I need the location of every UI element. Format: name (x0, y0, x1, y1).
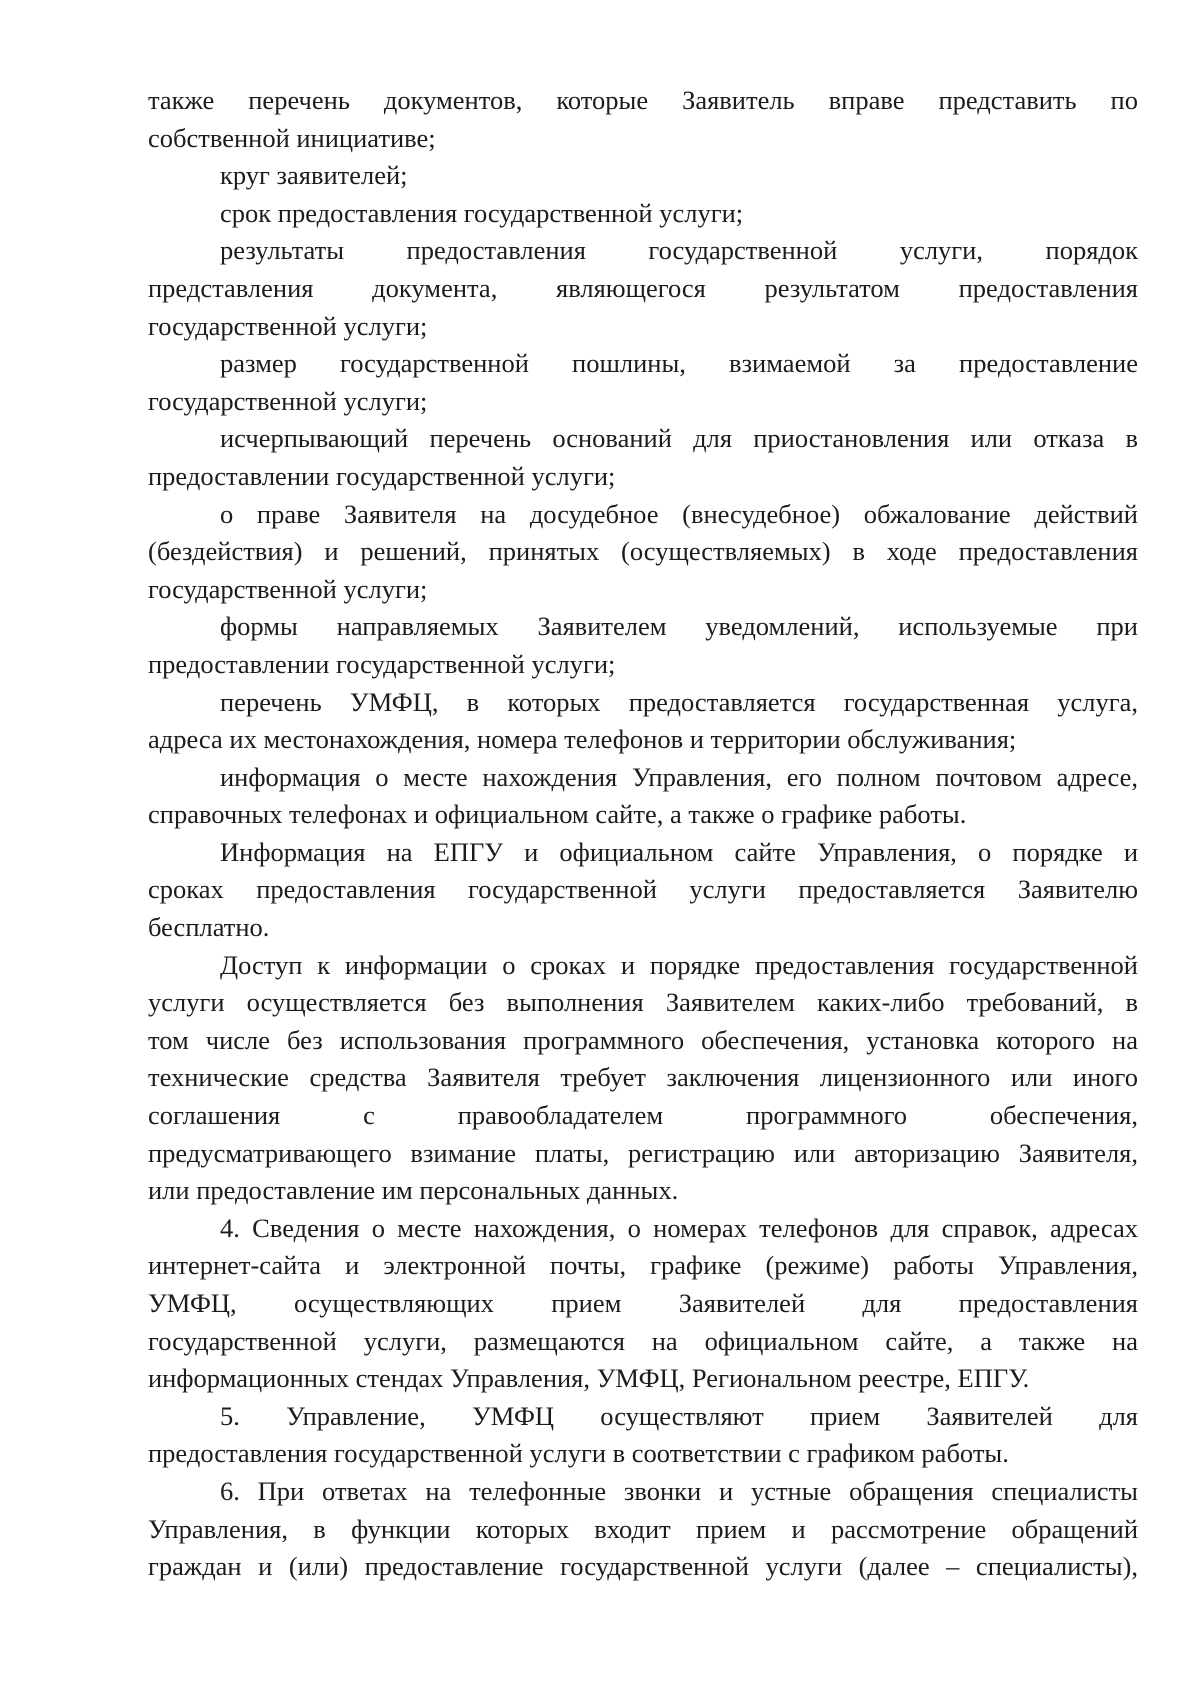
text-line: технические средства Заявителя требует заключения лицензионного или иного (148, 1062, 1138, 1093)
text-line: соглашения с правообладателем программного обеспечения, (148, 1100, 1138, 1131)
text-line: также перечень документов, которые Заявитель вправе представить по (148, 85, 1138, 115)
text-line: представления документа, являющегося результатом предоставления (148, 272, 1138, 303)
text-line: УМФЦ, осуществляющих прием Заявителей для предоставления (148, 1288, 1138, 1318)
paragraph-p1 (148, 82, 1138, 157)
text-line: том числе без использования программного обеспечения, установка которого на (148, 1024, 1138, 1055)
paragraph-p9 (148, 684, 1138, 759)
text-line: государственной услуги; (148, 310, 428, 341)
paragraph-p11 (148, 834, 1138, 947)
paragraph-p2 (148, 157, 1138, 195)
text-line: интернет-сайта и электронной почты, графике (режиме) работы Управления, (148, 1250, 1138, 1281)
text-line: государственной услуги, размещаются на официальном сайте, а также на (148, 1325, 1138, 1356)
text-line: Управления, в функции которых входит прием и рассмотрение обращений (148, 1513, 1138, 1544)
text-line: предоставления государственной услуги в соответствии с графиком работы. (148, 1438, 1009, 1469)
text-line: предусматривающего взимание платы, регистрацию или авторизацию Заявителя, (148, 1137, 1138, 1168)
text-line: государственной услуги; (148, 385, 428, 416)
text-line: 4. Сведения о месте нахождения, о номерах телефонов для справок, адресах (220, 1212, 1138, 1243)
text-line: справочных телефонах и официальном сайте, а также о графике работы. (148, 799, 967, 830)
text-line: предоставлении государственной услуги; (148, 460, 616, 491)
text-line: собственной инициативе; (148, 122, 436, 153)
text-line: информация о месте нахождения Управления, его полном почтовом адресе, (220, 761, 1138, 792)
paragraph-p5 (148, 345, 1138, 420)
text-line: 5. Управление, УМФЦ осуществляют прием Заявителей для (220, 1400, 1138, 1431)
paragraph-p8 (148, 608, 1138, 683)
text-line: исчерпывающий перечень оснований для приостановления или отказа в (220, 423, 1138, 454)
text-line: 6. При ответах на телефонные звонки и устные обращения специалисты (220, 1475, 1138, 1506)
text-line: Доступ к информации о сроках и порядке предоставления государственной (220, 949, 1138, 980)
text-line: предоставлении государственной услуги; (148, 648, 616, 679)
text-line: размер государственной пошлины, взимаемой за предоставление (220, 348, 1138, 379)
document-body-text (148, 82, 1138, 1586)
text-line: срок предоставления государственной услуги; (220, 197, 744, 228)
text-line: перечень УМФЦ, в которых предоставляется государственная услуга, (220, 686, 1138, 717)
paragraph-p3 (148, 195, 1138, 233)
text-line: Информация на ЕПГУ и официальном сайте Управления, о порядке и (220, 836, 1138, 867)
text-line: бесплатно. (148, 912, 270, 943)
text-line: о праве Заявителя на досудебное (внесудебное) обжалование действий (220, 498, 1138, 529)
paragraph-p12 (148, 947, 1138, 1210)
text-line: (бездействия) и решений, принятых (осуществляемых) в ходе предоставления (148, 536, 1138, 567)
paragraph-p13 (148, 1210, 1138, 1398)
text-line: результаты предоставления государственной услуги, порядок (220, 235, 1138, 266)
paragraph-p6 (148, 420, 1138, 495)
paragraph-p15 (148, 1473, 1138, 1586)
text-line: граждан и (или) предоставление государственной услуги (далее – специалисты), (148, 1551, 1138, 1582)
paragraph-p7 (148, 496, 1138, 609)
text-line: адреса их местонахождения, номера телефонов и территории обслуживания; (148, 724, 1017, 755)
text-line: услуги осуществляется без выполнения Заявителем каких-либо требований, в (148, 987, 1138, 1018)
paragraph-p14 (148, 1398, 1138, 1473)
text-line: государственной услуги; (148, 573, 428, 604)
text-line: информационных стендах Управления, УМФЦ, Региональном реестре, ЕПГУ. (148, 1363, 1030, 1394)
paragraph-p10 (148, 759, 1138, 834)
text-line: формы направляемых Заявителем уведомлений, используемые при (220, 611, 1138, 642)
text-line: круг заявителей; (220, 160, 408, 191)
text-line: или предоставление им персональных данных. (148, 1175, 679, 1206)
text-line: сроках предоставления государственной услуги предоставляется Заявителю (148, 874, 1138, 905)
paragraph-p4 (148, 232, 1138, 345)
